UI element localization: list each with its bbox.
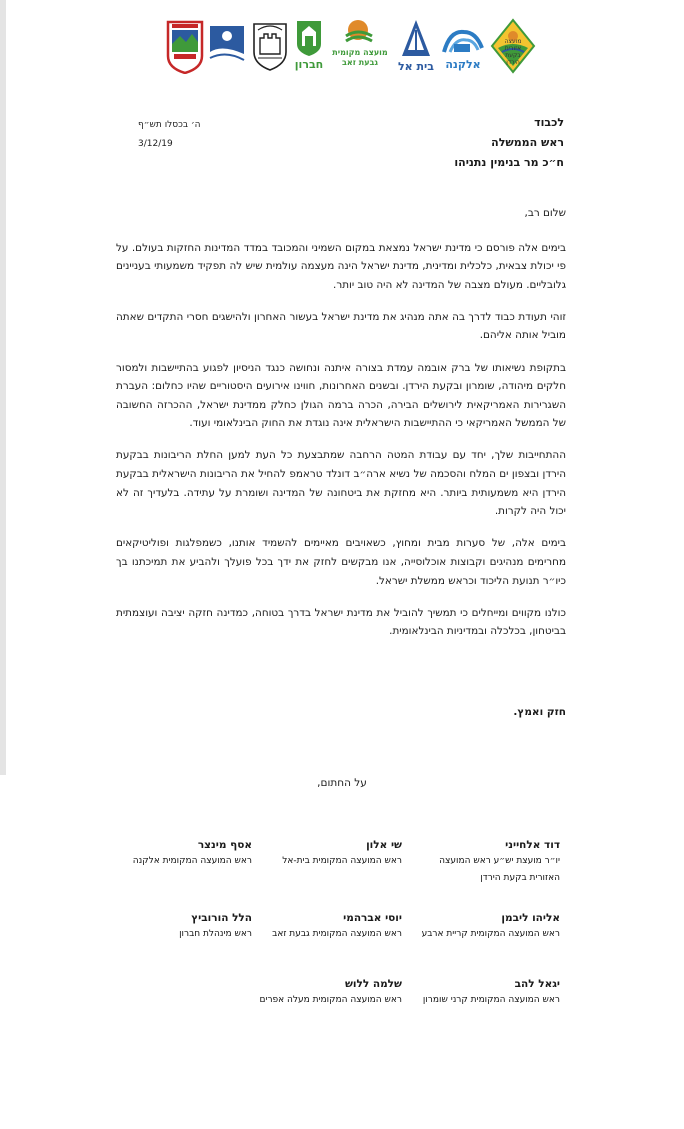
signatory-role: ראש המועצה המקומית קריית ארבע	[421, 929, 560, 939]
scan-edge	[0, 0, 6, 775]
signatory-name: הלל הורוביץ	[191, 912, 252, 924]
signatory	[410, 837, 560, 887]
signatory-role: ראש המועצה המקומית מעלה אפרים	[259, 995, 402, 1005]
signatory	[410, 976, 560, 1009]
addressee-name: ח״כ מר בנימין נתניהו	[454, 156, 564, 169]
signatory-role: ראש המועצה המקומית אלקנה	[132, 856, 252, 866]
maale-efraim-logo	[166, 18, 204, 74]
paragraph: בימים אלה, של סערות מבית ומחוץ, כשאויבים מאיימים להשמיד אותנו, כשמפלגות ופוליטיקאים מחרימים מנהיגים וקבוצות אוכלוסייה, אנו מבקשים לחזק את ידך בכל פועלך ולהביע את תמיכתנו בך כיו״ר תנועת הליכוד וכראש ממשלת ישראל.	[116, 537, 566, 587]
signatory-name: שי אלון	[366, 839, 402, 851]
paragraph: בימים אלה פורסם כי מדינת ישראל נמצאת במקום השמיני והמכובד במדד המדינות החזקות בעולם. על פי יכולת צבאית, כלכלית ומדינית, מדינת ישראל הינה מעצמה עולמית שיש לה תפקיד משמעותי בעניינים גלובליים. מעולם מצבה של המדינה לא היה טוב יותר.	[116, 241, 566, 291]
kiryat-arba-logo	[250, 18, 290, 74]
paragraph: זוהי תעודת כבוד לדרך בה אתה מנהיג את מדינת ישראל בעשור האחרון ולהישגים חסרי התקדים שאתה מוביל אותה אליהם.	[116, 310, 566, 342]
signatory-role: ראש המועצה המקומית בית-אל	[282, 856, 402, 866]
givat-zeev-caption: מועצה מקומית גבעת זאב	[332, 48, 388, 67]
addressee-to: לכבוד	[534, 116, 564, 129]
signatory	[102, 837, 252, 870]
signatory-role: ראש המועצה המקומית גבעת זאב	[272, 929, 402, 939]
elkana-caption: אלקנה	[445, 58, 481, 71]
signatory-role: ראש המועצה המקומית קרני שומרון	[422, 995, 560, 1005]
signatory-name: אסף מינצר	[197, 839, 252, 851]
paragraph: ההתחייבות שלך, יחד עם עבודת המטה הרחבה שמתבצעת כל העת למען החלת הריבונות בבקעת הירדן ובצפון ים המלח והסכמה של נשיא ארה״ב דונלד טראמפ להחיל את הריבונות הישראלית בבקעת הירדן היא משמעותית ביותר. היא מחזקת את ביטחונה של המדינה ושומרת על עתידה. בלעדיך זה לא יכול היה לקרות.	[116, 449, 566, 518]
beit-el-caption: בית אל	[398, 60, 434, 73]
addressee-title: ראש הממשלה	[491, 136, 564, 149]
hebrew-date: ה׳ בכסלו תש״ף	[138, 120, 201, 130]
hebron-caption: חברון	[294, 58, 324, 71]
paragraph: כולנו מקווים ומייחלים כי תמשיך להוביל את מדינת ישראל בדרך בטוחה, כמדינה חזקה יציבה ועוצמתית בביטחון, בכלכלה ובמדיניות הבינלאומית.	[116, 606, 566, 638]
signatory-name: יוסי אברהמי	[343, 912, 402, 924]
greeting: שלום רב,	[524, 207, 566, 219]
signatory-role: ראש מינהלת חברון	[179, 929, 252, 939]
logos-row	[160, 18, 540, 78]
signed-by: על החתום,	[317, 777, 367, 789]
gregorian-date: 3/12/19	[138, 139, 173, 149]
emek-hayarden-logo	[490, 18, 536, 74]
hebron-logo	[294, 18, 324, 74]
karnei-shomron-logo	[208, 18, 246, 74]
signatory	[102, 910, 252, 943]
paragraph: בתקופת נשיאותו של ברק אובמה עמדת בצורה איתנה ונחושה כנגד הניסיון לפגוע בהתיישבות ולמסור חלקים מיהודה, שומרון ובקעת הירדן. ובשנים האחרונות, חווינו אירועים היסטוריים שהיו כחלום: העברת השגרירות האמריקאית לירושלים הבירה, הכרה ברמה הגולן כחלק ממדינת ישראל, ההכרזה החשובה של הממשל האמריקאי כי ההתיישבות הישראלית אינה נוגדת את החוק הבינלאומי ועוד.	[116, 361, 566, 430]
addressee-block	[454, 113, 564, 173]
signatory-name: אליהו ליבמן	[501, 912, 560, 924]
signatory-name: יגאל להב	[514, 978, 560, 990]
signatory	[252, 910, 402, 943]
emek-hayarden-caption: מועצה אזורית בקעת הירדן	[504, 38, 522, 66]
beit-el-logo	[396, 18, 436, 74]
signatory	[252, 837, 402, 870]
signatory-name: שלמה ללוש	[344, 978, 402, 990]
letter-body	[116, 204, 566, 654]
signatory-name: דוד אלחייני	[505, 839, 560, 851]
elkana-logo	[440, 18, 486, 74]
givat-zeev-logo	[328, 18, 392, 74]
closing-line: חזק ואמץ.	[513, 706, 566, 718]
signatory-role: יו״ר מועצת יש״ע ראש המועצה האזורית בקעת הירדן	[439, 856, 560, 883]
date-block	[138, 113, 201, 151]
signatory	[252, 976, 402, 1009]
signatory	[410, 910, 560, 943]
